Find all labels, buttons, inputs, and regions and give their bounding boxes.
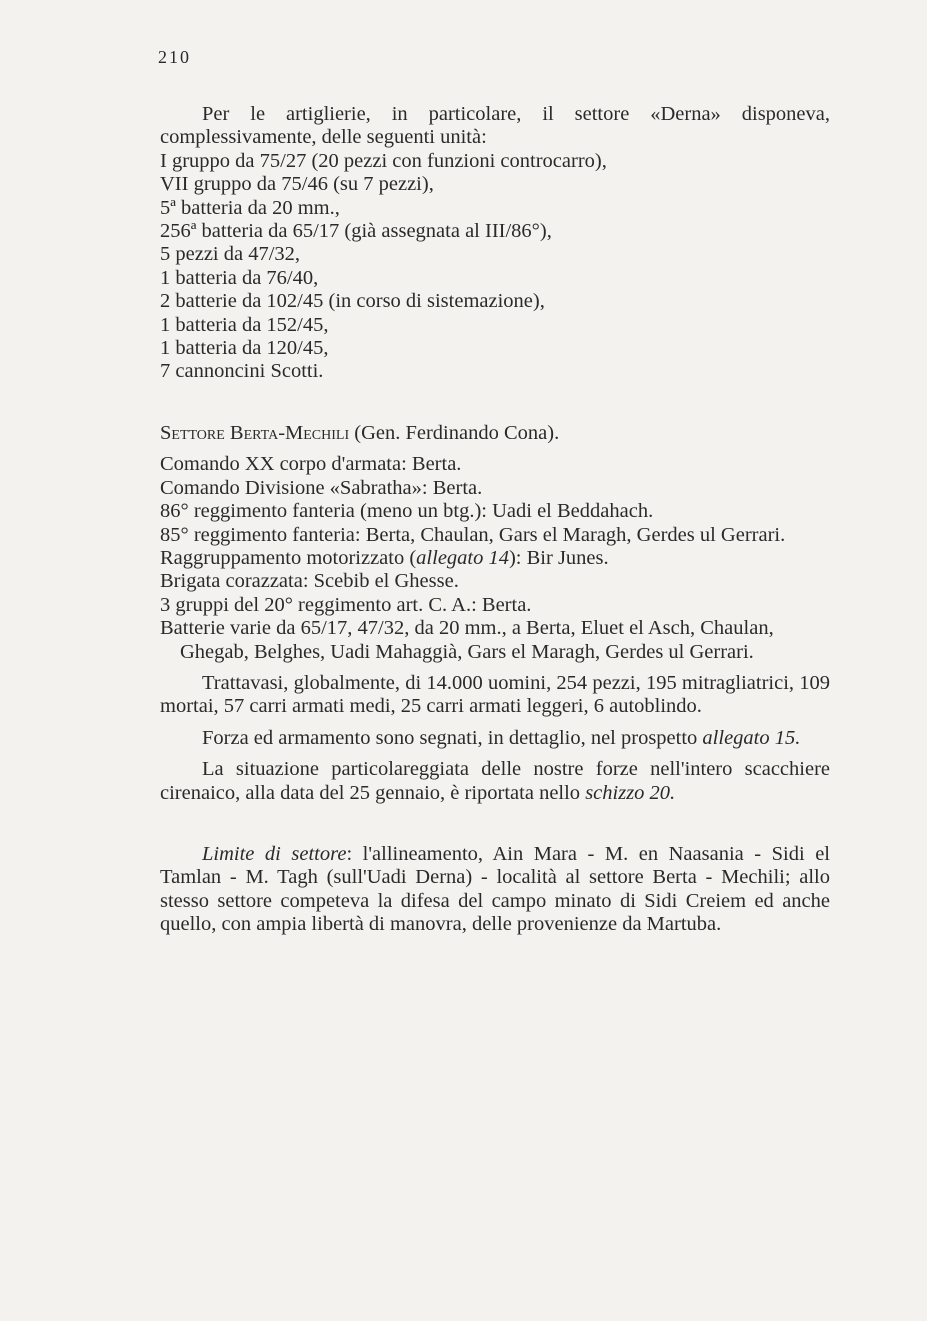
artillery-unit: 256ª batteria da 65/17 (già assegnata al III/86°), (160, 220, 552, 243)
deployment-item: Batterie varie da 65/17, 47/32, da 20 mm., a Berta, Eluet el Asch, Chaulan, Ghegab, Belghes, Uadi Mahaggià, Gars el Maragh, Gerdes ul Gerrari. (160, 617, 774, 663)
intro-paragraph: Per le artiglierie, in particolare, il settore «Derna» disponeva, complessivamente, delle seguenti unità: (160, 103, 830, 149)
deployment-item: Raggruppamento motorizzato (allegato 14): Bir Junes. (160, 546, 609, 569)
artillery-unit: 5ª batteria da 20 mm., (160, 196, 340, 219)
deployment-item: 3 gruppi del 20° reggimento art. C. A.: Berta. (160, 593, 532, 616)
artillery-unit: 2 batterie da 102/45 (in corso di sistemazione), (160, 290, 545, 313)
annex-reference: allegato 15. (702, 726, 801, 749)
artillery-unit: 1 batteria da 76/40, (160, 266, 319, 289)
artillery-unit: 7 cannoncini Scotti. (160, 360, 324, 383)
artillery-unit: I gruppo da 75/27 (20 pezzi con funzioni controcarro), (160, 149, 607, 172)
sector-limit-paragraph: Limite di settore: l'allineamento, Ain Mara - M. en Naasania - Sidi el Tamlan - M. Tagh (sull'Uadi Derna) - località al settore Berta - Mechili; allo stesso settore competeva la difesa del campo minato di Sidi Creiem ed anche quello, con ampia libertà di manovra, delle provenienze da Martuba. (160, 842, 830, 936)
artillery-unit: 1 batteria da 152/45, (160, 313, 329, 336)
annex-reference: allegato 14 (416, 546, 509, 569)
artillery-unit-list (160, 150, 830, 384)
situation-paragraph: La situazione particolareggiata delle nostre forze nell'intero scacchiere cirenaico, alla data del 25 gennaio, è riportata nello schizzo 20. (160, 758, 830, 804)
sector-limit-label: Limite di settore (202, 842, 347, 865)
deployment-item: Brigata corazzata: Scebib el Ghesse. (160, 570, 459, 593)
artillery-unit: 1 batteria da 120/45, (160, 337, 329, 360)
force-paragraph: Forza ed armamento sono segnati, in dettaglio, nel prospetto allegato 15. (202, 726, 801, 749)
deployment-item: Comando XX corpo d'armata: Berta. (160, 453, 462, 476)
sector-heading (160, 422, 830, 445)
totals-paragraph: Trattavasi, globalmente, di 14.000 uomini, 254 pezzi, 195 mitragliatrici, 109 mortai, 57 carri armati medi, 25 carri armati leggeri, 6 autoblindo. (160, 671, 830, 718)
sector-title: Settore Berta-Mechili (160, 421, 350, 444)
page-body (160, 103, 830, 937)
artillery-unit: VII gruppo da 75/46 (su 7 pezzi), (160, 173, 434, 196)
sector-commander: (Gen. Ferdinando Cona). (349, 421, 560, 444)
deployment-item: 86° reggimento fanteria (meno un btg.): Uadi el Beddahach. (160, 500, 654, 523)
deployment-item: 85° reggimento fanteria: Berta, Chaulan, Gars el Maragh, Gerdes ul Gerrari. (160, 523, 786, 546)
sketch-reference: schizzo 20. (585, 781, 676, 804)
artillery-unit: 5 pezzi da 47/32, (160, 243, 301, 266)
deployment-list (160, 453, 830, 664)
page-number: 210 (158, 47, 191, 67)
deployment-item: Comando Divisione «Sabratha»: Berta. (160, 476, 483, 499)
